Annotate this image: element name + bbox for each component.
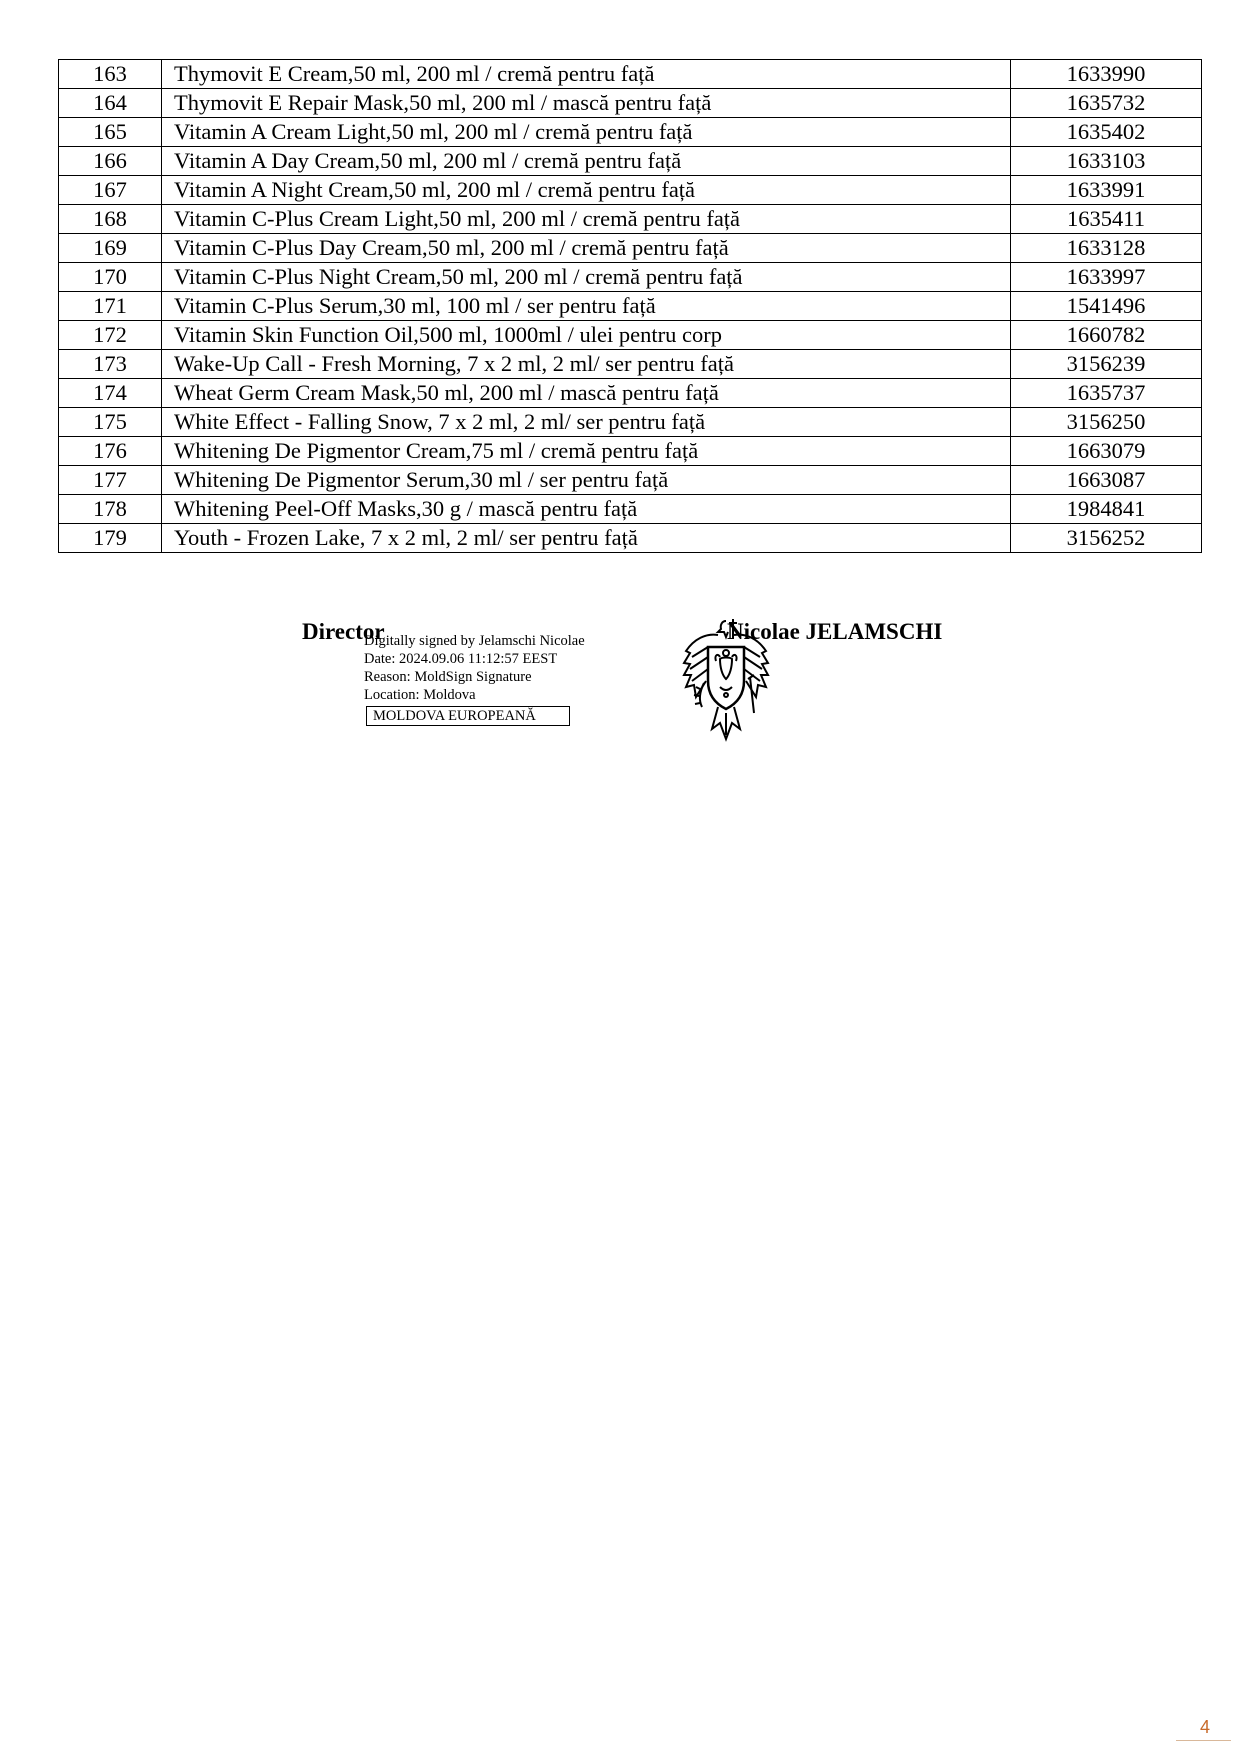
table-row xyxy=(59,234,1202,263)
row-number-cell: 175 xyxy=(59,408,162,437)
items-table xyxy=(58,59,1202,553)
row-number-cell: 164 xyxy=(59,89,162,118)
product-description-cell: Whitening De Pigmentor Cream,75 ml / cremă pentru față xyxy=(162,437,1011,466)
product-description-cell: Thymovit E Cream,50 ml, 200 ml / cremă pentru față xyxy=(162,60,1011,89)
product-description-cell: Vitamin C-Plus Night Cream,50 ml, 200 ml / cremă pentru față xyxy=(162,263,1011,292)
product-code-cell: 1663087 xyxy=(1011,466,1202,495)
table-row xyxy=(59,176,1202,205)
row-number-cell: 172 xyxy=(59,321,162,350)
product-description-cell: Whitening Peel-Off Masks,30 g / mască pentru față xyxy=(162,495,1011,524)
signature-line: Digitally signed by Jelamschi Nicolae xyxy=(364,633,585,649)
row-number-cell: 177 xyxy=(59,466,162,495)
table-row xyxy=(59,350,1202,379)
row-number-cell: 166 xyxy=(59,147,162,176)
product-description-cell: Vitamin C-Plus Serum,30 ml, 100 ml / ser pentru față xyxy=(162,292,1011,321)
product-description-cell: Vitamin A Night Cream,50 ml, 200 ml / cremă pentru față xyxy=(162,176,1011,205)
table-row xyxy=(59,205,1202,234)
table-row xyxy=(59,118,1202,147)
row-number-cell: 169 xyxy=(59,234,162,263)
product-code-cell: 1660782 xyxy=(1011,321,1202,350)
table-row xyxy=(59,147,1202,176)
product-code-cell: 1635732 xyxy=(1011,89,1202,118)
product-description-cell: Wheat Germ Cream Mask,50 ml, 200 ml / mască pentru față xyxy=(162,379,1011,408)
product-code-cell: 1635411 xyxy=(1011,205,1202,234)
signature-line: Location: Moldova xyxy=(364,687,476,703)
table-row xyxy=(59,466,1202,495)
row-number-cell: 170 xyxy=(59,263,162,292)
product-description-cell: Thymovit E Repair Mask,50 ml, 200 ml / mască pentru față xyxy=(162,89,1011,118)
product-code-cell: 3156252 xyxy=(1011,524,1202,553)
table-row xyxy=(59,379,1202,408)
product-code-cell: 1663079 xyxy=(1011,437,1202,466)
table-row xyxy=(59,408,1202,437)
product-code-cell: 1633997 xyxy=(1011,263,1202,292)
product-description-cell: Vitamin C-Plus Day Cream,50 ml, 200 ml / cremă pentru față xyxy=(162,234,1011,263)
product-code-cell: 1633991 xyxy=(1011,176,1202,205)
product-description-cell: Wake-Up Call - Fresh Morning, 7 x 2 ml, 2 ml/ ser pentru față xyxy=(162,350,1011,379)
product-code-cell: 1633128 xyxy=(1011,234,1202,263)
product-code-cell: 3156250 xyxy=(1011,408,1202,437)
table-body xyxy=(59,60,1202,553)
product-code-cell: 1635402 xyxy=(1011,118,1202,147)
signature-line: Reason: MoldSign Signature xyxy=(364,669,532,685)
product-description-cell: Vitamin A Cream Light,50 ml, 200 ml / cremă pentru față xyxy=(162,118,1011,147)
row-number-cell: 165 xyxy=(59,118,162,147)
signer-name: Nicolae JELAMSCHI xyxy=(727,619,943,644)
row-number-cell: 168 xyxy=(59,205,162,234)
table-row xyxy=(59,495,1202,524)
product-code-cell: 3156239 xyxy=(1011,350,1202,379)
product-code-cell: 1541496 xyxy=(1011,292,1202,321)
row-number-cell: 179 xyxy=(59,524,162,553)
table-row xyxy=(59,60,1202,89)
table-row xyxy=(59,89,1202,118)
row-number-cell: 171 xyxy=(59,292,162,321)
digital-signature-block xyxy=(364,632,585,726)
product-description-cell: Vitamin C-Plus Cream Light,50 ml, 200 ml / cremă pentru față xyxy=(162,205,1011,234)
product-description-cell: White Effect - Falling Snow, 7 x 2 ml, 2 ml/ ser pentru față xyxy=(162,408,1011,437)
table-row xyxy=(59,263,1202,292)
table-row xyxy=(59,292,1202,321)
product-description-cell: Youth - Frozen Lake, 7 x 2 ml, 2 ml/ ser pentru față xyxy=(162,524,1011,553)
table-row xyxy=(59,437,1202,466)
signature-box-label: MOLDOVA EUROPEANĂ xyxy=(366,706,570,726)
row-number-cell: 163 xyxy=(59,60,162,89)
product-description-cell: Whitening De Pigmentor Serum,30 ml / ser pentru față xyxy=(162,466,1011,495)
row-number-cell: 174 xyxy=(59,379,162,408)
row-number-cell: 173 xyxy=(59,350,162,379)
product-code-cell: 1633990 xyxy=(1011,60,1202,89)
product-description-cell: Vitamin A Day Cream,50 ml, 200 ml / cremă pentru față xyxy=(162,147,1011,176)
footer-divider xyxy=(1176,1740,1231,1741)
row-number-cell: 167 xyxy=(59,176,162,205)
product-code-cell: 1984841 xyxy=(1011,495,1202,524)
signature-line: Date: 2024.09.06 11:12:57 EEST xyxy=(364,651,558,667)
page-number: 4 xyxy=(1200,1717,1211,1737)
product-description-cell: Vitamin Skin Function Oil,500 ml, 1000ml / ulei pentru corp xyxy=(162,321,1011,350)
row-number-cell: 176 xyxy=(59,437,162,466)
product-code-cell: 1633103 xyxy=(1011,147,1202,176)
product-code-cell: 1635737 xyxy=(1011,379,1202,408)
table-row xyxy=(59,524,1202,553)
row-number-cell: 178 xyxy=(59,495,162,524)
director-title: Director xyxy=(302,619,385,644)
table-row xyxy=(59,321,1202,350)
